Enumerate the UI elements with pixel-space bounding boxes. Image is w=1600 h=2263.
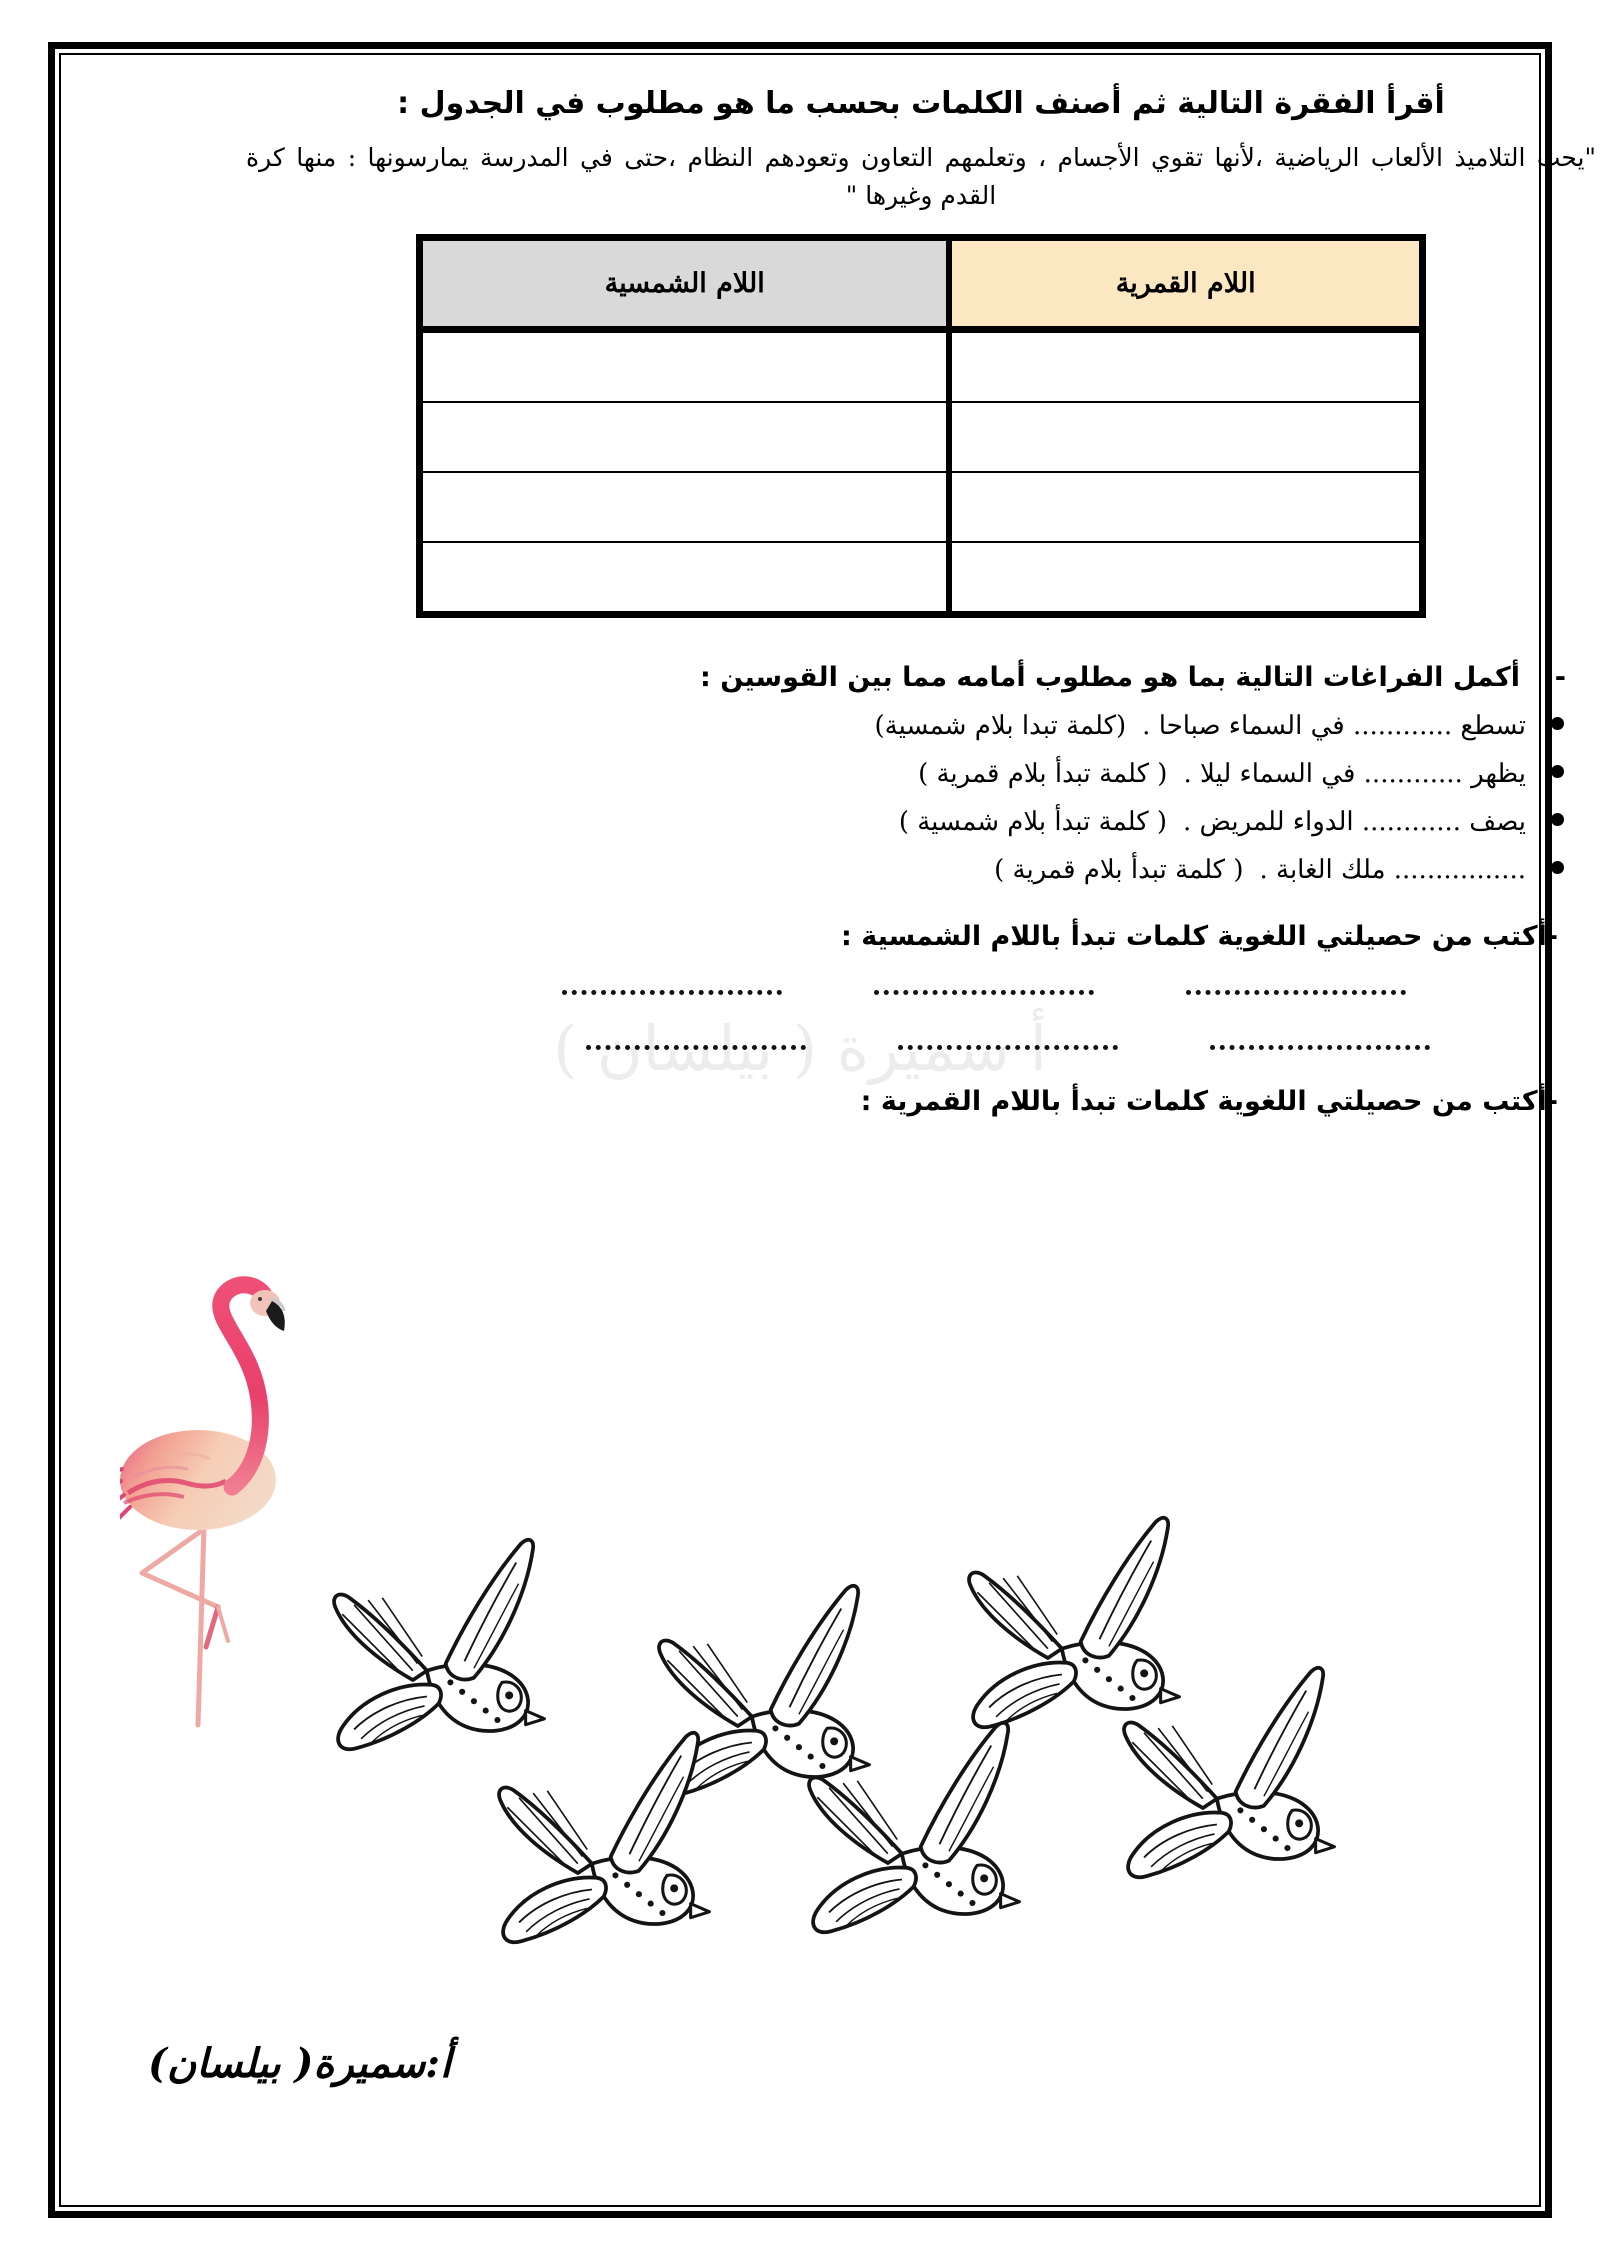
table-row	[422, 472, 1420, 542]
table-row	[422, 542, 1420, 612]
table-row	[422, 402, 1420, 472]
page-title: أقرأ الفقرة التالية ثم أصنف الكلمات بحسب ما هو مطلوب في الجدول :	[397, 86, 1445, 121]
table-cell-shamsiya[interactable]	[422, 472, 947, 542]
exercise3-blank-row-1	[226, 986, 1406, 995]
classification-table	[416, 234, 1426, 618]
blank-line[interactable]	[1186, 986, 1406, 995]
blank-line[interactable]	[562, 986, 782, 995]
worksheet-content	[186, 56, 1600, 2226]
table-header-qamariya: اللام القمرية	[947, 240, 1420, 332]
exercise4-heading: -أكتب من حصيلتي اللغوية كلمات تبدأ باللام القمرية :	[860, 1086, 1558, 1117]
fill-item-stem[interactable]: يصف ............ الدواء للمريض .	[1183, 807, 1526, 837]
table-header-row	[422, 240, 1420, 332]
fill-item-hint: ( كلمة تبدأ بلام قمرية )	[918, 759, 1168, 789]
fill-item-row	[226, 759, 1526, 789]
bullet-icon	[1551, 765, 1564, 778]
reading-passage: "يحب التلاميذ الألعاب الرياضية ،لأنها تقوي الأجسام ، وتعلمهم التعاون وتعودهم النظام ،حتى في المدرسة يمارسونها : منها كرة القدم وغيرها "	[246, 142, 1596, 211]
table-cell-qamariya[interactable]	[947, 472, 1420, 542]
fill-item-row	[226, 855, 1526, 885]
table-cell-qamariya[interactable]	[947, 542, 1420, 612]
table-header	[422, 240, 1420, 332]
fill-item-row	[226, 807, 1526, 837]
blank-line[interactable]	[1210, 1041, 1430, 1050]
fill-item-stem[interactable]: ................ ملك الغابة .	[1259, 855, 1526, 885]
fill-item-stem[interactable]: يظهر ............ في السماء ليلا .	[1183, 759, 1526, 789]
classification-table-wrapper	[226, 234, 1600, 618]
list-item	[226, 711, 1570, 741]
exercise2-instruction-text: أكمل الفراغات التالية بما هو مطلوب أمامه مما بين القوسين :	[700, 662, 1520, 693]
teacher-signature: أ:سميرة( بيلسان)	[148, 2040, 452, 2087]
table-cell-shamsiya[interactable]	[422, 542, 947, 612]
exercise3-heading: -أكتب من حصيلتي اللغوية كلمات تبدأ باللام الشمسية :	[841, 921, 1558, 952]
table-cell-shamsiya[interactable]	[422, 332, 947, 402]
table-body	[422, 332, 1420, 612]
table-header-shamsiya: اللام الشمسية	[422, 240, 947, 332]
table-cell-shamsiya[interactable]	[422, 402, 947, 472]
blank-line[interactable]	[898, 1041, 1118, 1050]
table-row	[422, 332, 1420, 402]
fill-item-hint: ( كلمة تبدأ بلام قمرية )	[994, 855, 1244, 885]
fill-item-row	[226, 711, 1526, 741]
table-cell-qamariya[interactable]	[947, 402, 1420, 472]
fill-item-hint: (كلمة تبدا بلام شمسية)	[874, 711, 1127, 741]
fill-item-stem[interactable]: تسطع ............ في السماء صباحا .	[1142, 711, 1526, 741]
exercise2-instruction	[226, 662, 1566, 693]
bullet-icon	[1551, 861, 1564, 874]
list-item	[226, 855, 1570, 885]
blank-line[interactable]	[586, 1041, 806, 1050]
bullet-icon	[1551, 717, 1564, 730]
table-cell-qamariya[interactable]	[947, 332, 1420, 402]
exercise3-blank-row-2	[226, 1041, 1430, 1050]
watermark: أ سميرة ( بيلسان )	[553, 1012, 1047, 1085]
blank-line[interactable]	[874, 986, 1094, 995]
list-item	[226, 807, 1570, 837]
fill-item-hint: ( كلمة تبدأ بلام شمسية )	[898, 807, 1167, 837]
exercise2-dash: -	[1554, 662, 1566, 693]
list-item	[226, 759, 1570, 789]
fill-in-blank-list	[226, 711, 1570, 885]
bullet-icon	[1551, 813, 1564, 826]
